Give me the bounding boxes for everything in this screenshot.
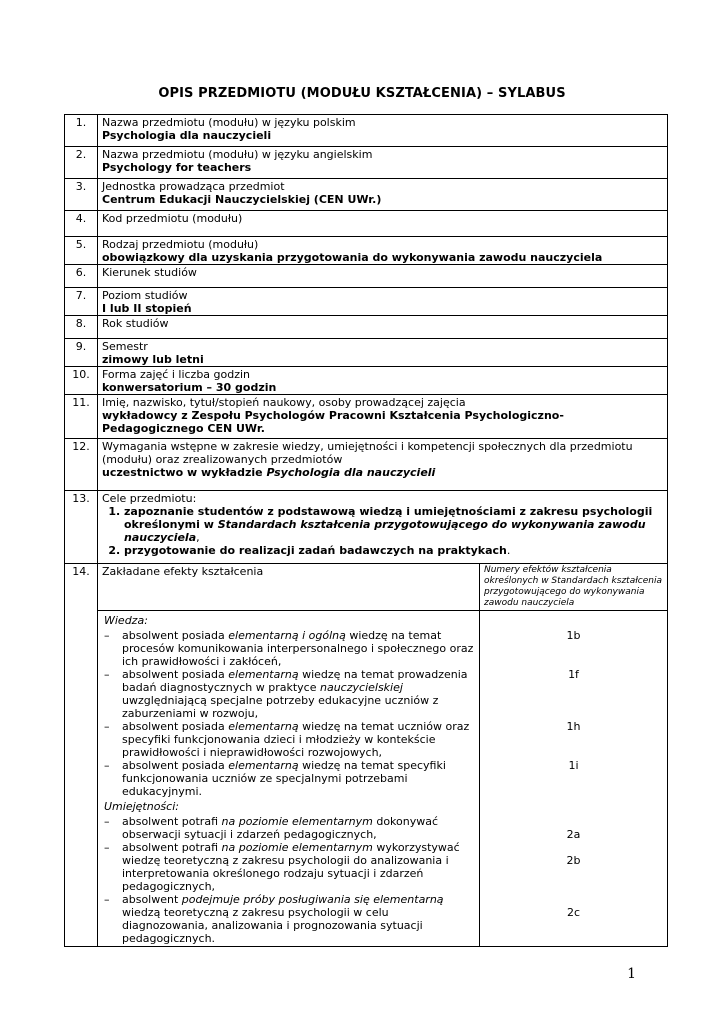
row-label: Forma zajęć i liczba godzin — [102, 368, 251, 381]
row-content — [98, 115, 668, 147]
effect-code: 2a — [566, 828, 581, 841]
row-label: Rodzaj przedmiotu (modułu) — [102, 238, 259, 251]
table-row — [65, 288, 668, 316]
row-value: I lub II stopień — [102, 302, 192, 315]
row-content — [98, 395, 668, 439]
table-row — [65, 265, 668, 288]
table-row — [65, 316, 668, 339]
goal-item: 1. zapoznanie studentów z podstawową wiedzą i umiejętnościami z zakresu psychologii określonymi w Standardach kształcenia przygotowującego do wykonywania zawodu nauczyciela, — [124, 505, 663, 544]
effect-item: – absolwent potrafi na poziomie elementarnym wykorzystywać wiedzę teoretyczną z zakresu psychologii do analizowania i interpretowania określonego rodzaju sytuacji i zdarzeń pedagogicznych, — [104, 841, 460, 893]
row-number: 1. — [65, 115, 98, 147]
row-content — [98, 339, 668, 367]
row-number: 12. — [65, 439, 98, 491]
row-value: wykładowcy z Zespołu Psychologów Pracowni Kształcenia Psychologiczno-Pedagogicznego CEN UWr. — [102, 409, 564, 435]
dash-bullet: – — [104, 720, 110, 733]
row-label: Nazwa przedmiotu (modułu) w języku polskim — [102, 116, 356, 129]
document-title: OPIS PRZEDMIOTU (MODUŁU KSZTAŁCENIA) – SYLABUS — [158, 86, 566, 101]
row-number: 11. — [65, 395, 98, 439]
standards-header: Numery efektów kształcenia określonych w Standardach kształcenia przygotowującego do wykonywania zawodu nauczyciela — [480, 564, 668, 611]
effect-item: – absolwent potrafi na poziomie elementarnym dokonywać obserwacji sytuacji i zdarzeń pedagogicznych, — [104, 815, 439, 841]
row-label: Poziom studiów — [102, 289, 188, 302]
dash-bullet: – — [104, 668, 110, 681]
table-row — [65, 339, 668, 367]
row-content — [98, 367, 668, 395]
row-number: 2. — [65, 147, 98, 179]
row-label: Jednostka prowadząca przedmiot — [102, 180, 285, 193]
syllabus-table — [64, 114, 668, 947]
row-number: 8. — [65, 316, 98, 339]
table-row — [65, 147, 668, 179]
effect-item: – absolwent posiada elementarną wiedzę na temat specyfiki funkcjonowania uczniów ze specjalnymi potrzebami edukacyjnymi. — [104, 759, 446, 798]
row-label: Zakładane efekty kształcenia — [98, 564, 480, 611]
table-row — [65, 611, 668, 947]
row-content — [98, 491, 668, 564]
section-title: Umiejętności: — [104, 800, 179, 813]
row-content — [98, 439, 668, 491]
row-content — [98, 316, 668, 339]
row-value: obowiązkowy dla uzyskania przygotowania do wykonywania zawodu nauczyciela — [102, 251, 603, 264]
row-value: zimowy lub letni — [102, 353, 204, 366]
row-value: Psychologia dla nauczycieli — [102, 129, 272, 142]
row-number: 14. — [65, 564, 98, 947]
row-label: Semestr — [102, 340, 148, 353]
row-label: Kod przedmiotu (modułu) — [102, 212, 243, 225]
row-value: uczestnictwo w wykładzie Psychologia dla nauczycieli — [102, 466, 436, 479]
row-value: Centrum Edukacji Nauczycielskiej (CEN UWr.) — [102, 193, 382, 206]
row-number: 13. — [65, 491, 98, 564]
effect-item: – absolwent posiada elementarną wiedzę na temat uczniów oraz specyfiki funkcjonowania dzieci i młodzieży w kontekście prawidłowości i nieprawidłowości rozwojowych, — [104, 720, 470, 759]
dash-bullet: – — [104, 893, 110, 906]
effects-codes — [480, 611, 668, 947]
row-number: 7. — [65, 288, 98, 316]
table-row — [65, 439, 668, 491]
section-title: Wiedza: — [104, 614, 148, 627]
row-number: 10. — [65, 367, 98, 395]
dash-bullet: – — [104, 815, 110, 828]
effect-code: 2c — [566, 906, 581, 919]
row-content — [98, 237, 668, 265]
table-row — [65, 179, 668, 211]
row-label: Kierunek studiów — [102, 266, 197, 279]
row-value: Psychology for teachers — [102, 161, 252, 174]
effect-item: – absolwent podejmuje próby posługiwania się elementarną wiedzą teoretyczną z zakresu psychologii w celu diagnozowania, analizowania i prognozowania sytuacji pedagogicznych. — [104, 893, 444, 945]
row-content — [98, 211, 668, 237]
row-content — [98, 288, 668, 316]
dash-bullet: – — [104, 841, 110, 854]
effect-code: 1i — [568, 759, 579, 772]
row-number: 3. — [65, 179, 98, 211]
effect-code: 1h — [566, 720, 581, 733]
effect-code: 2b — [566, 854, 581, 867]
table-row — [65, 115, 668, 147]
row-number: 9. — [65, 339, 98, 367]
row-content — [98, 265, 668, 288]
effect-code: 1b — [566, 629, 581, 642]
page-number: 1 — [627, 966, 636, 982]
table-row — [65, 367, 668, 395]
row-number: 4. — [65, 211, 98, 237]
row-label: Wymagania wstępne w zakresie wiedzy, umiejętności i kompetencji społecznych dla przedmiotu (modułu) oraz zrealizowanych przedmiotów — [102, 440, 633, 466]
row-label: Rok studiów — [102, 317, 169, 330]
effect-item: – absolwent posiada elementarną wiedzę na temat prowadzenia badań diagnostycznych w praktyce nauczycielskiej uwzględniającą specjalne potrzeby edukacyjne uczniów z zaburzeniami w rozwoju, — [104, 668, 468, 720]
row-content — [98, 147, 668, 179]
row-number: 5. — [65, 237, 98, 265]
effects-list — [98, 611, 480, 947]
goals-list — [102, 505, 663, 557]
row-label: Cele przedmiotu: — [102, 492, 197, 505]
table-row — [65, 237, 668, 265]
table-row — [65, 211, 668, 237]
table-row — [65, 395, 668, 439]
effect-item: – absolwent posiada elementarną i ogólną wiedzę na temat procesów komunikowania interpersonalnego i społecznego oraz ich prawidłowości i zakłóceń, — [104, 629, 474, 668]
dash-bullet: – — [104, 759, 110, 772]
dash-bullet: – — [104, 629, 110, 642]
goal-item: 2. przygotowanie do realizacji zadań badawczych na praktykach. — [124, 544, 663, 557]
effect-code: 1f — [568, 668, 579, 681]
row-content — [98, 179, 668, 211]
table-row — [65, 491, 668, 564]
row-label: Nazwa przedmiotu (modułu) w języku angielskim — [102, 148, 373, 161]
row-value: konwersatorium – 30 godzin — [102, 381, 277, 394]
row-number: 6. — [65, 265, 98, 288]
table-row — [65, 564, 668, 611]
row-label: Imię, nazwisko, tytuł/stopień naukowy, osoby prowadzącej zajęcia — [102, 396, 466, 409]
